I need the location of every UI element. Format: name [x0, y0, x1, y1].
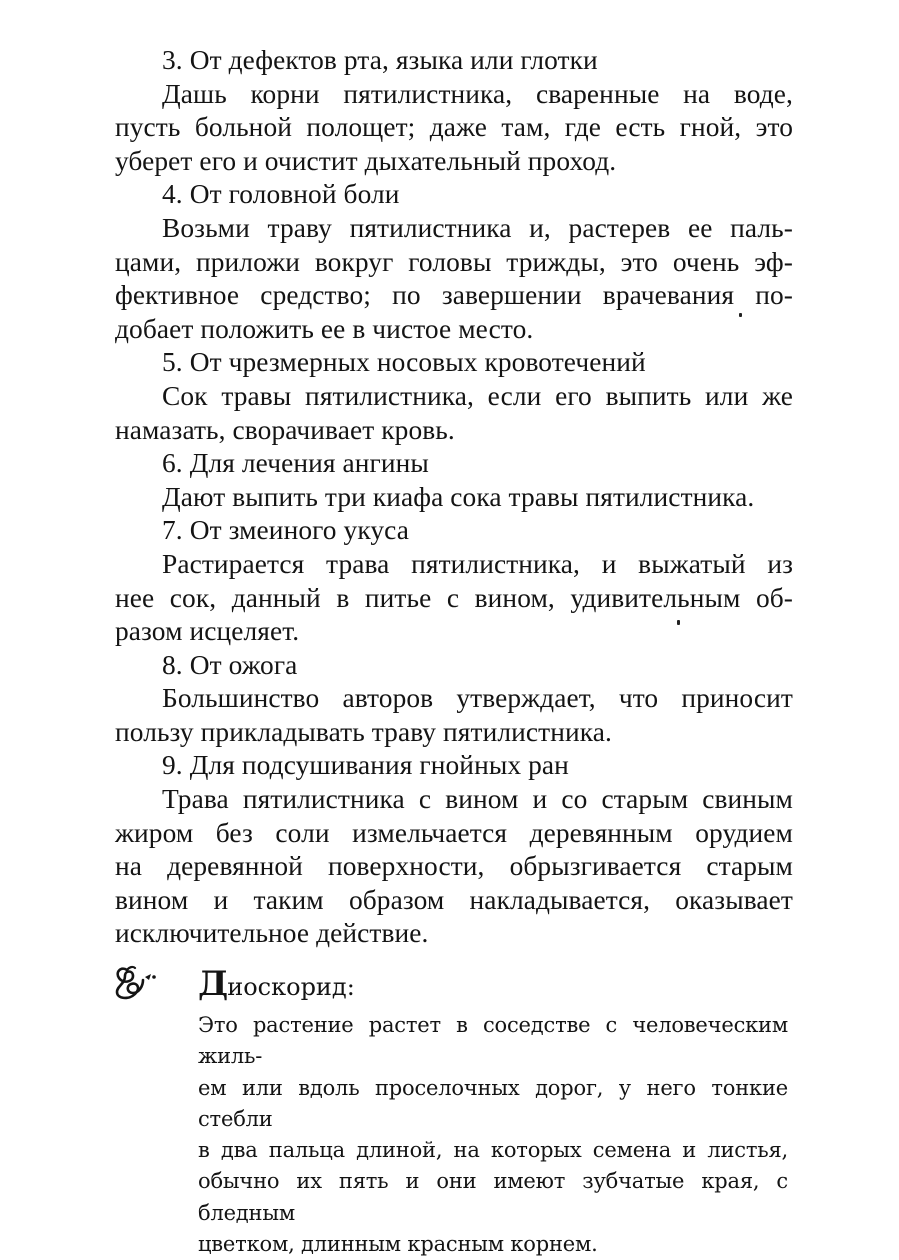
- quote-text: [198, 1010, 788, 1260]
- remedy-text: [115, 380, 793, 447]
- text-line: Дают выпить три киафа сока травы пятилистника.: [162, 481, 755, 512]
- quote-line: ем или вдоль проселочных дорог, у него тонкие стебли: [198, 1075, 788, 1131]
- remedy-heading: 5. От чрезмерных носовых кровотечений: [162, 347, 646, 378]
- remedy-heading: 9. Для подсушивания гнойных ран: [162, 750, 569, 781]
- remedy-text: [115, 548, 793, 649]
- text-line: вином и таким образом накладывается, оказывает: [115, 884, 793, 915]
- text-line: Трава пятилистника с вином и со старым свиным: [162, 784, 793, 815]
- remedies-list: [115, 44, 793, 951]
- quote-author: [198, 964, 355, 1004]
- print-speck: [739, 313, 742, 317]
- text-line: уберет его и очистит дыхательный проход.: [115, 145, 617, 176]
- text-line: пусть больной полощет; даже там, где есть гной, это: [115, 112, 793, 143]
- remedy-text: [115, 682, 793, 749]
- remedy-item: [115, 178, 793, 346]
- remedy-item: [115, 514, 793, 648]
- remedy-heading: 4. От головной боли: [162, 179, 400, 210]
- remedy-heading: 7. От змеиного укуса: [162, 515, 409, 546]
- author-name-rest: иоскорид:: [227, 973, 355, 1001]
- text-line: разом исцеляет.: [115, 616, 300, 647]
- remedy-heading: 8. От ожога: [162, 649, 298, 680]
- remedy-item: [115, 447, 793, 514]
- remedy-item: [115, 649, 793, 750]
- remedy-item: [115, 749, 793, 951]
- text-line: Возьми траву пятилистника и, растерев ее паль-: [162, 212, 793, 243]
- text-line: Растирается трава пятилистника, и выжатый из: [162, 548, 793, 579]
- dioscorides-quote: [113, 958, 803, 1257]
- text-line: намазать, сворачивает кровь.: [115, 414, 455, 445]
- author-initial: Д: [198, 964, 228, 1004]
- quote-line: Это растение растет в соседстве с человеческим жиль-: [198, 1013, 788, 1069]
- text-line: Большинство авторов утверждает, что приносит: [162, 683, 793, 714]
- text-line: фективное средство; по завершении врачевания по-: [115, 280, 793, 311]
- print-speck: [677, 620, 680, 625]
- quote-line: обычно их пять и они имеют зубчатые края, с бледным: [198, 1169, 788, 1225]
- text-line: пользу прикладывать траву пятилистника.: [115, 716, 612, 747]
- text-line: нее сок, данный в питье с вином, удивительным об-: [115, 582, 793, 613]
- remedy-heading: 6. Для лечения ангины: [162, 448, 429, 479]
- text-line: Сок травы пятилистника, если его выпить или же: [162, 380, 793, 411]
- text-line: на деревянной поверхности, обрызгивается старым: [115, 851, 793, 882]
- remedy-item: [115, 44, 793, 178]
- quote-line: цветком, длинным красным корнем.: [198, 1232, 598, 1257]
- text-line: добает положить ее в чистое место.: [115, 313, 534, 344]
- text-line: Дашь корни пятилистника, сваренные на воде,: [162, 78, 793, 109]
- text-line: жиром без соли измельчается деревянным орудием: [115, 817, 793, 848]
- remedy-text: [115, 212, 793, 346]
- remedy-text: [115, 783, 793, 951]
- text-line: исключительное действие.: [115, 918, 429, 949]
- remedy-item: [115, 346, 793, 447]
- remedy-heading: 3. От дефектов рта, языка или глотки: [162, 45, 598, 75]
- ornament-icon: [113, 962, 161, 1002]
- remedy-text: [115, 78, 793, 179]
- quote-line: в два пальца длиной, на которых семена и листья,: [198, 1138, 788, 1163]
- text-line: цами, приложи вокруг головы трижды, это очень эф-: [115, 246, 793, 277]
- remedy-text: [115, 481, 793, 515]
